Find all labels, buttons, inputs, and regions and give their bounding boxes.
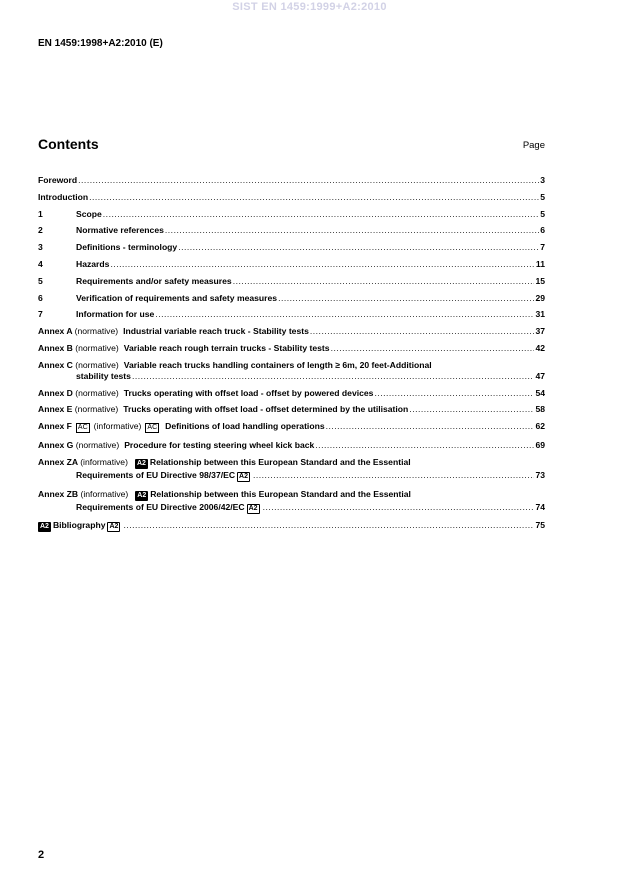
dot-leader xyxy=(263,502,535,512)
dot-leader xyxy=(253,470,534,480)
toc-title: Relationship between this European Standard and the Essential xyxy=(149,456,411,467)
toc-title: Scope xyxy=(76,208,102,219)
toc-page: 69 xyxy=(535,439,545,450)
toc-page: 47 xyxy=(535,370,545,381)
a2-close-marker: A2 xyxy=(239,472,248,480)
annex-type: (informative) xyxy=(93,421,142,432)
toc-page: 31 xyxy=(535,309,545,320)
dot-leader xyxy=(110,259,534,269)
dot-leader xyxy=(331,343,535,353)
annex-label: Annex G (normative) xyxy=(38,439,120,450)
toc-title: Foreword xyxy=(38,175,78,185)
dot-leader xyxy=(233,276,535,286)
toc-page: 74 xyxy=(535,501,545,512)
toc-page: 29 xyxy=(535,292,545,303)
toc-entry-annex-zb[interactable] xyxy=(38,489,545,514)
dot-leader xyxy=(409,404,534,414)
a2-open-marker: A2 xyxy=(136,459,146,467)
toc-title: Procedure for testing steering wheel kick back xyxy=(124,439,315,450)
toc-number: 1 xyxy=(38,208,43,219)
toc-entry-normative-references[interactable] xyxy=(38,225,545,235)
toc-title: Bibliography xyxy=(52,520,106,531)
dot-leader xyxy=(278,293,534,303)
dot-leader xyxy=(326,421,535,431)
toc-entry-scope[interactable] xyxy=(38,209,545,219)
toc-title-continued: Requirements of EU Directive 2006/42/EC xyxy=(76,501,245,512)
toc-page: 5 xyxy=(540,208,545,219)
a2-close-marker: A2 xyxy=(248,504,258,512)
toc-title: Definitions - terminology xyxy=(76,242,178,253)
annex-label: Annex B (normative) xyxy=(38,342,119,353)
dot-leader xyxy=(103,209,539,219)
toc-number: 4 xyxy=(38,258,43,269)
toc-number: 7 xyxy=(38,309,43,320)
toc-title-continued: Requirements of EU Directive 98/37/EC xyxy=(76,469,236,480)
toc-title: Variable reach rough terrain trucks - Stability tests xyxy=(123,342,330,353)
toc-page: 62 xyxy=(535,421,545,432)
dot-leader xyxy=(123,520,534,530)
page-number: 2 xyxy=(38,849,45,861)
dot-leader xyxy=(155,309,534,319)
toc-page: 11 xyxy=(535,258,545,269)
toc-title: Introduction xyxy=(38,191,89,202)
toc-entry-hazards[interactable] xyxy=(38,259,545,269)
toc-entry-annex-e[interactable] xyxy=(38,404,545,414)
dot-leader xyxy=(132,371,535,381)
toc-entry-annex-d[interactable] xyxy=(38,388,545,398)
dot-leader xyxy=(78,175,539,185)
toc-page: 7 xyxy=(540,242,545,253)
toc-entry-annex-c[interactable] xyxy=(38,360,545,381)
toc-title: Trucks operating with offset load - offset by powered devices xyxy=(123,387,374,398)
toc-number: 3 xyxy=(38,242,43,253)
dot-leader xyxy=(165,225,539,235)
ac-close-marker: AC xyxy=(147,424,158,432)
toc-title: Normative references xyxy=(76,225,164,236)
toc-number: 2 xyxy=(38,225,43,236)
toc-entry-requirements[interactable] xyxy=(38,276,545,286)
toc-title-continued: stability tests xyxy=(76,370,131,381)
toc-page: 54 xyxy=(535,387,545,398)
toc-title: Verification of requirements and safety measures xyxy=(76,292,278,303)
document-id: EN 1459:1998+A2:2010 (E) xyxy=(38,38,163,49)
annex-label: Annex D (normative) xyxy=(38,387,119,398)
toc-entry-annex-za[interactable] xyxy=(38,457,545,482)
toc-title: Information for use xyxy=(76,309,155,320)
annex-label: Annex ZB (informative) xyxy=(38,488,129,499)
toc-entry-introduction[interactable] xyxy=(38,192,545,202)
toc-title: Hazards xyxy=(76,258,110,269)
toc-title: Trucks operating with offset load - offset determined by the utilisation xyxy=(123,404,409,415)
toc-title: Requirements and/or safety measures xyxy=(76,275,232,286)
page-column-label: Page xyxy=(522,140,545,151)
watermark: SIST EN 1459:1999+A2:2010 xyxy=(232,1,387,13)
annex-label: Annex A (normative) xyxy=(38,326,119,337)
dot-leader xyxy=(178,242,539,252)
toc-page: 58 xyxy=(535,404,545,415)
annex-label: Annex E (normative) xyxy=(38,404,119,415)
dot-leader xyxy=(374,388,534,398)
toc-title: Definitions of load handling operations xyxy=(165,421,325,432)
toc-entry-annex-b[interactable] xyxy=(38,343,545,353)
toc-page: 3 xyxy=(540,175,545,185)
annex-label: Annex C (normative) xyxy=(38,359,119,370)
toc-page: 42 xyxy=(535,342,545,353)
annex-label: Annex F xyxy=(38,421,72,432)
toc-entry-annex-g[interactable] xyxy=(38,440,545,450)
toc-entry-definitions[interactable] xyxy=(38,242,545,252)
ac-open-marker: AC xyxy=(77,424,88,432)
dot-leader xyxy=(89,192,539,202)
toc-entry-annex-f[interactable] xyxy=(38,421,545,433)
toc-page: 37 xyxy=(535,326,545,337)
toc-entry-bibliography[interactable] xyxy=(38,520,545,532)
a2-close-marker: A2 xyxy=(109,523,119,531)
dot-leader xyxy=(315,440,534,450)
toc-number: 6 xyxy=(38,292,43,303)
toc-entry-foreword[interactable] xyxy=(38,175,545,185)
toc-page: 5 xyxy=(540,191,545,202)
a2-open-marker: A2 xyxy=(40,523,49,531)
toc-title: Industrial variable reach truck - Stability tests xyxy=(123,326,309,337)
dot-leader xyxy=(310,326,535,336)
page-title: Contents xyxy=(38,136,99,152)
toc-entry-information-for-use[interactable] xyxy=(38,309,545,319)
toc-title: Variable reach trucks handling containers of length ≥ 6m, 20 feet-Additional xyxy=(123,359,432,370)
toc-entry-annex-a[interactable] xyxy=(38,326,545,336)
toc-number: 5 xyxy=(38,275,43,286)
toc-page: 6 xyxy=(540,225,545,236)
toc-page: 73 xyxy=(535,469,545,480)
toc-page: 15 xyxy=(535,275,545,286)
a2-open-marker: A2 xyxy=(137,491,147,499)
table-of-contents xyxy=(38,175,545,539)
annex-label: Annex ZA (informative) xyxy=(38,456,128,467)
toc-entry-verification[interactable] xyxy=(38,293,545,303)
toc-title: Relationship between this European Standard and the Essential xyxy=(150,488,411,499)
toc-page: 75 xyxy=(535,520,545,531)
